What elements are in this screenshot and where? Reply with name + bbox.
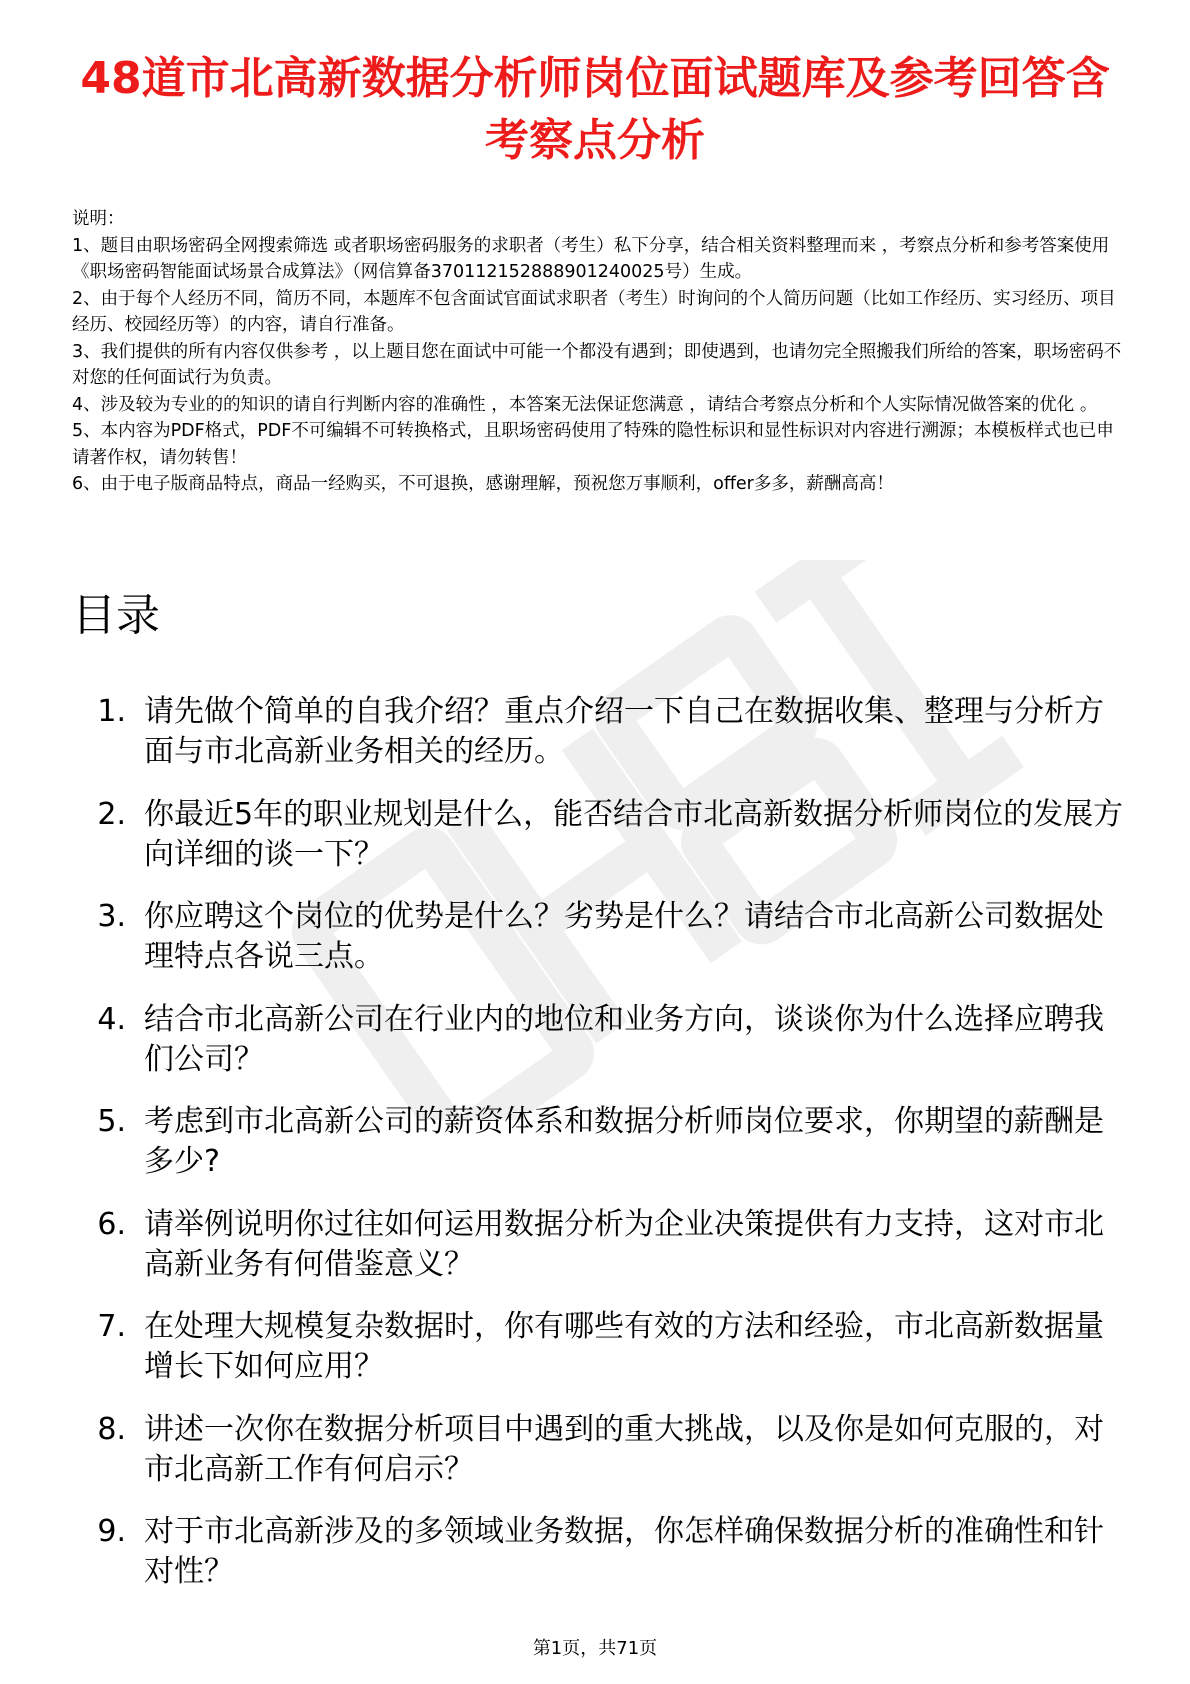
notes-section: [72, 206, 1122, 498]
note-item: 1、题目由职场密码全网搜索筛选 或者职场密码服务的求职者（考生）私下分享，结合相关资料整理而来 ，考察点分析和参考答案使用《职场密码智能面试场景合成算法》（网信算备370112152888901240025号）生成。: [72, 235, 1110, 282]
toc-item-number: 4.: [97, 1001, 126, 1037]
toc-item-text: 考虑到市北高新公司的薪资体系和数据分析师岗位要求，你期望的薪酬是多少?: [144, 1104, 1104, 1179]
note-item: 4、涉及较为专业的的知识的请自行判断内容的准确性 ，本答案无法保证您满意 ，请结合考察点分析和个人实际情况做答案的优化 。: [72, 394, 1098, 415]
toc-item-text: 对于市北高新涉及的多领域业务数据，你怎样确保数据分析的准确性和针对性？: [144, 1514, 1104, 1589]
toc-item-number: 1.: [97, 694, 126, 729]
toc-item[interactable]: [72, 1410, 1132, 1490]
toc-item-number: 2.: [97, 796, 126, 832]
toc-item-number: 9.: [97, 1514, 126, 1549]
toc-item-text: 你应聘这个岗位的优势是什么？劣势是什么？请结合市北高新公司数据处理特点各说三点。: [144, 899, 1104, 974]
document-title: 48道市北高新数据分析师岗位面试题库及参考回答含考察点分析: [80, 53, 1110, 166]
toc-item[interactable]: [72, 1512, 1132, 1592]
page-number: 第1页，共71页: [532, 1638, 658, 1659]
toc-item-text: 在处理大规模复杂数据时，你有哪些有效的方法和经验，市北高新数据量增长下如何应用？: [144, 1309, 1104, 1384]
toc-item-text: 结合市北高新公司在行业内的地位和业务方向，谈谈你为什么选择应聘我们公司？: [144, 1001, 1104, 1077]
toc-item[interactable]: [72, 897, 1132, 977]
toc-item-number: 7.: [97, 1309, 126, 1344]
note-item: 6、由于电子版商品特点，商品一经购买，不可退换，感谢理解，预祝您万事顺利，offer多多，薪酬高高！: [72, 474, 894, 494]
notes-heading: 说明：: [72, 209, 125, 229]
toc-item-number: 3.: [97, 899, 126, 934]
note-item: 5、本内容为PDF格式，PDF不可编辑不可转换格式，且职场密码使用了特殊的隐性标识和显性标识对内容进行溯源；本模板样式也已申请著作权，请勿转售！: [72, 421, 1114, 468]
toc-item-number: 5.: [97, 1104, 126, 1139]
toc-item-number: 8.: [97, 1411, 126, 1447]
note-item: 3、我们提供的所有内容仅供参考 ，以上题目您在面试中可能一个都没有遇到；即使遇到，也请勿完全照搬我们所给的答案，职场密码不对您的任何面试行为负责。: [72, 341, 1122, 388]
toc-item-text: 讲述一次你在数据分析项目中遇到的重大挑战，以及你是如何克服的，对市北高新工作有何启示？: [144, 1411, 1104, 1487]
toc-item[interactable]: [72, 1102, 1132, 1182]
toc-item[interactable]: [72, 1307, 1132, 1387]
toc-item[interactable]: [72, 795, 1132, 875]
toc-item-text: 请举例说明你过往如何运用数据分析为企业决策提供有力支持，这对市北高新业务有何借鉴意义？: [144, 1206, 1104, 1282]
toc-item-number: 6.: [97, 1206, 126, 1242]
note-item: 2、由于每个人经历不同，简历不同，本题库不包含面试官面试求职者（考生）时询问的个人简历问题（比如工作经历、实习经历、项目经历、校园经历等）的内容，请自行准备。: [72, 288, 1116, 335]
toc-item[interactable]: [72, 1205, 1132, 1285]
toc-heading: 目录: [72, 590, 160, 641]
toc-item-text: 请先做个简单的自我介绍？重点介绍一下自己在数据收集、整理与分析方面与市北高新业务相关的经历。: [144, 694, 1104, 769]
toc-item[interactable]: [72, 1000, 1132, 1080]
table-of-contents: [72, 692, 1132, 1615]
toc-item[interactable]: [72, 692, 1132, 772]
toc-item-text: 你最近5年的职业规划是什么，能否结合市北高新数据分析师岗位的发展方向详细的谈一下？: [144, 796, 1124, 872]
